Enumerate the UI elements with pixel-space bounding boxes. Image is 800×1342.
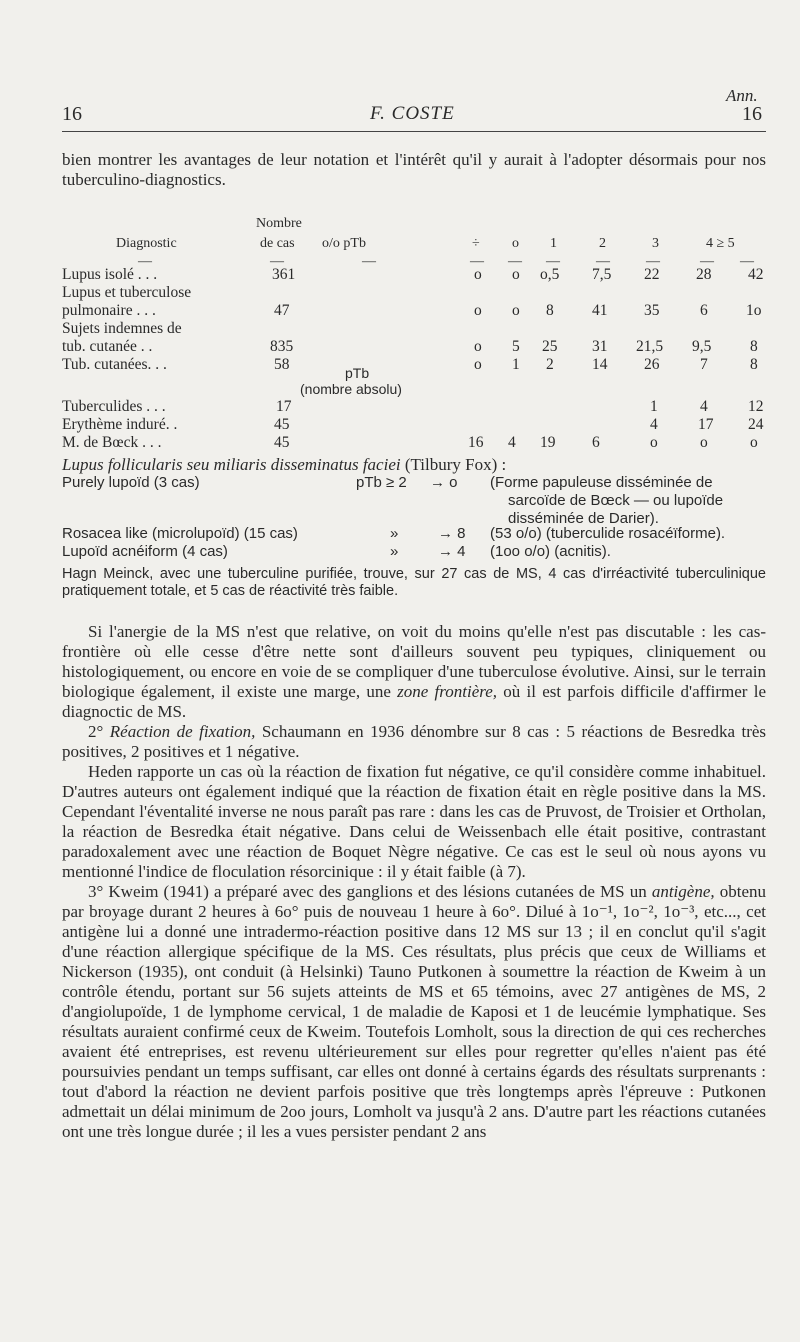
col-header-1: 1 xyxy=(550,236,557,251)
cell: o xyxy=(474,338,482,355)
paragraph-fixation xyxy=(62,722,766,762)
hagn-paragraph: Hagn Meinck, avec une tuberculine purifiée, trouve, sur 27 cas de MS, 4 cas d'irréactivité tuberculinique pratiquement totale, et 5 cas de réactivité très faible. xyxy=(62,566,766,599)
paragraph-fixation-text: Schaumann en 1936 dénombre sur 8 cas : 5 réactions de Besredka très positives, 2 positives et 1 négative. xyxy=(62,722,767,761)
col-header-3: 3 xyxy=(652,236,659,251)
paragraph-heden: Heden rapporte un cas où la réaction de fixation fut négative, ce qu'il considère comme inhabituel. D'autres auteurs ont également indiqué que la réaction de fixation était en règle positive dans la MS. Cependant l'éventalité inverse ne nous paraît pas rare : dans les cas de Pruvost, de Troisier et Ortholan, la réaction de Besredka était négative. Dans celui de Weissenbach elle était positive, contrastant paradoxalement avec une réaction de Boquet Nègre négative. Ce cas est le seul où nous ayons vu mentionné l'indice de floculation résorcinique : il y était faible (à 7). xyxy=(62,762,766,881)
reaction-fixation-italic: Réaction de fixation, xyxy=(109,722,256,741)
zone-frontiere-italic: zone frontière, xyxy=(397,682,498,701)
row-label: pulmonaire . . . xyxy=(62,302,156,319)
cell: 28 xyxy=(696,266,712,283)
cell: o xyxy=(512,266,520,283)
dash: — xyxy=(270,254,284,269)
paragraph-kweim xyxy=(62,882,766,1142)
cell: 6 xyxy=(592,434,600,451)
ptb-absolute-label: (nombre absolu) xyxy=(300,381,402,397)
paragraph-kweim-text: obtenu par broyage durant 2 heures à 6o° puis de nouveau 1 heure à 6o°. Dilué à 1o⁻¹, 1o⁻², 1o⁻³, etc..., cet antigène lui a donné une intradermo-réaction positive dans 12 MS sur 13 ; il en conclut qu'il s'agit d'une réaction allergique spécifique de la MS. Ces résultats, plus précis que ceux de Williams et Nickerson (1935), ont conduit (à Helsinki) Tauno Putkonen à soumettre la réaction de Kweim à un contrôle étendu, portant sur 56 sujets atteints de MS et 65 témoins, avec 27 antigènes de MS, 2 d'angiolupoïde, 1 de lymphome cervical, 1 de maladie de Kaposi et 1 de leucémie lymphatique. Ses résultats auraient confirmé ceux de Kweim. Toutefois Lomholt, sous la direction de qui ces recherches avaient été entreprises, est revenu ultérieurement sur elles pour regretter qu'elles n'aient pas été poursuivies pendant un temps suffisant, car elles ont donné à certains égards des résultats surprenants : tout d'abord la réaction ne devient parfois positive que très longtemps après l'épreuve : Putkonen admettait un délai minimum de 2oo jours, Lomholt va jusqu'à 2 ans. D'autre part les réactions cutanées ont une très longue durée ; il les a vues persister pendant 2 ans xyxy=(62,882,767,1141)
purely-ptb: pTb ≥ 2 xyxy=(356,474,407,491)
journal-abbrev: Ann. xyxy=(726,86,758,105)
cell: o xyxy=(474,302,482,319)
dash: — xyxy=(138,254,152,269)
cell: 8 xyxy=(546,302,554,319)
row-label-pre: Lupus et tuberculose xyxy=(62,284,192,301)
cell: 16 xyxy=(468,434,484,451)
purely-desc-3: disséminée de Darier). xyxy=(508,510,659,527)
cell: o xyxy=(474,356,482,373)
dash: — xyxy=(546,254,560,269)
ptb-label: pTb xyxy=(345,365,370,381)
col-header-diagnostic: Diagnostic xyxy=(116,236,177,251)
cell: 42 xyxy=(748,266,764,283)
purely-label: Purely lupoïd (3 cas) xyxy=(62,474,200,491)
row-label: M. de Bœck . . . xyxy=(62,434,162,451)
lupus-follicularis-line xyxy=(62,455,506,475)
cell: 35 xyxy=(644,302,660,319)
col-header-nombre: Nombre xyxy=(256,216,302,231)
purely-arrow: → o xyxy=(430,474,458,491)
cell: 5 xyxy=(512,338,520,355)
purely-desc-1: (Forme papuleuse disséminée de xyxy=(490,474,713,491)
cell: 1 xyxy=(650,398,658,415)
cell: 8 xyxy=(750,356,758,373)
cell: 9,5 xyxy=(692,338,712,355)
cell: 12 xyxy=(748,398,764,415)
intro-paragraph: bien montrer les avantages de leur notation et l'intérêt qu'il y aurait à l'adopter désormais pour nos tuberculino-diagnostics. xyxy=(62,150,766,189)
cell: 2 xyxy=(546,356,554,373)
dash: — xyxy=(596,254,610,269)
section-number: 2° xyxy=(88,722,110,741)
cell: 17 xyxy=(698,416,714,433)
page-number-right: 16 xyxy=(742,103,762,125)
row-count: 17 xyxy=(276,398,292,415)
lupoid-label: Lupoïd acnéiform (4 cas) xyxy=(62,543,228,560)
row-label: Tub. cutanées. . . xyxy=(62,356,167,373)
lupoid-arrow: → 4 xyxy=(438,543,466,560)
lupoid-quote: » xyxy=(390,543,399,560)
running-title: F. COSTE xyxy=(370,103,455,124)
cell: 19 xyxy=(540,434,556,451)
cell: 25 xyxy=(542,338,558,355)
dash: — xyxy=(362,254,376,269)
rosacea-quote: » xyxy=(390,525,399,542)
cell: o xyxy=(512,302,520,319)
cell: 4 xyxy=(700,398,708,415)
rosacea-desc: (53 o/o) (tuberculide rosacéïforme). xyxy=(490,525,726,542)
cell: o,5 xyxy=(540,266,560,283)
antigene-italic: antigène, xyxy=(651,882,715,901)
cell: 1o xyxy=(746,302,762,319)
paragraph-anergie-text: Si l'anergie de la MS n'est que relative, on voit du moins qu'elle n'est pas discutable : les cas-frontière où elle cesse d'être nette sont d'ailleurs souvent peu typiques, cliniquement ou histologiquement, ou encore en voie de se compliquer d'une tuberculose évolutive. Ainsi, sur le terrain biologique également, il existe une marge, une xyxy=(62,622,766,701)
cell: 14 xyxy=(592,356,608,373)
dash: — xyxy=(700,254,714,269)
body-text xyxy=(62,622,766,1142)
cell: 41 xyxy=(592,302,608,319)
cell: 21,5 xyxy=(636,338,664,355)
cell: 1 xyxy=(512,356,520,373)
row-count: 45 xyxy=(274,434,290,451)
paragraph-kweim-start: 3° Kweim (1941) a préparé avec des ganglions et des lésions cutanées de MS un xyxy=(88,882,647,901)
col-header-plusminus: ÷ xyxy=(472,236,480,251)
row-count: 361 xyxy=(272,266,296,283)
cell: 26 xyxy=(644,356,660,373)
cell: 22 xyxy=(644,266,660,283)
col-header-2: 2 xyxy=(599,236,606,251)
row-label: Erythème induré. . xyxy=(62,416,178,433)
rosacea-label: Rosacea like (microlupoïd) (15 cas) xyxy=(62,525,298,542)
paragraph-anergie-end: où il est parfois difficile d'affirmer le diagnoctic de MS. xyxy=(62,682,766,721)
cell: o xyxy=(474,266,482,283)
lupus-follicularis-italic: Lupus follicularis seu miliaris disseminatus faciei xyxy=(62,455,401,474)
dash: — xyxy=(646,254,660,269)
row-label: Tuberculides . . . xyxy=(62,398,166,415)
row-count: 47 xyxy=(274,302,290,319)
col-header-0: o xyxy=(512,236,519,251)
page-number-left: 16 xyxy=(62,103,82,125)
row-count: 835 xyxy=(270,338,294,355)
rosacea-arrow: → 8 xyxy=(438,525,466,542)
cell: 7 xyxy=(700,356,708,373)
cell: 6 xyxy=(700,302,708,319)
cell: o xyxy=(750,434,758,451)
header-rule xyxy=(62,131,766,132)
cell: o xyxy=(650,434,658,451)
dash: — xyxy=(470,254,484,269)
cell: 4 xyxy=(650,416,658,433)
paragraph-anergie xyxy=(62,622,766,722)
dash: — xyxy=(740,254,754,269)
col-header-4-5: 4 ≥ 5 xyxy=(706,236,735,251)
cell: 31 xyxy=(592,338,608,355)
row-label: tub. cutanée . . xyxy=(62,338,153,355)
row-label: Lupus isolé . . . xyxy=(62,266,158,283)
lupus-follicularis-rest: (Tilbury Fox) : xyxy=(404,455,507,474)
col-header-de-cas: de cas xyxy=(260,236,295,251)
cell: 7,5 xyxy=(592,266,612,283)
cell: 8 xyxy=(750,338,758,355)
cell: 4 xyxy=(508,434,516,451)
cell: 24 xyxy=(748,416,764,433)
row-count: 45 xyxy=(274,416,290,433)
purely-desc-2: sarcoïde de Bœck — ou lupoïde xyxy=(508,492,724,509)
cell: o xyxy=(700,434,708,451)
lupoid-desc: (1oo o/o) (acnitis). xyxy=(490,543,611,560)
col-header-optb: o/o pTb xyxy=(322,236,366,251)
dash: — xyxy=(508,254,522,269)
row-count: 58 xyxy=(274,356,290,373)
row-label-pre: Sujets indemnes de xyxy=(62,320,182,337)
